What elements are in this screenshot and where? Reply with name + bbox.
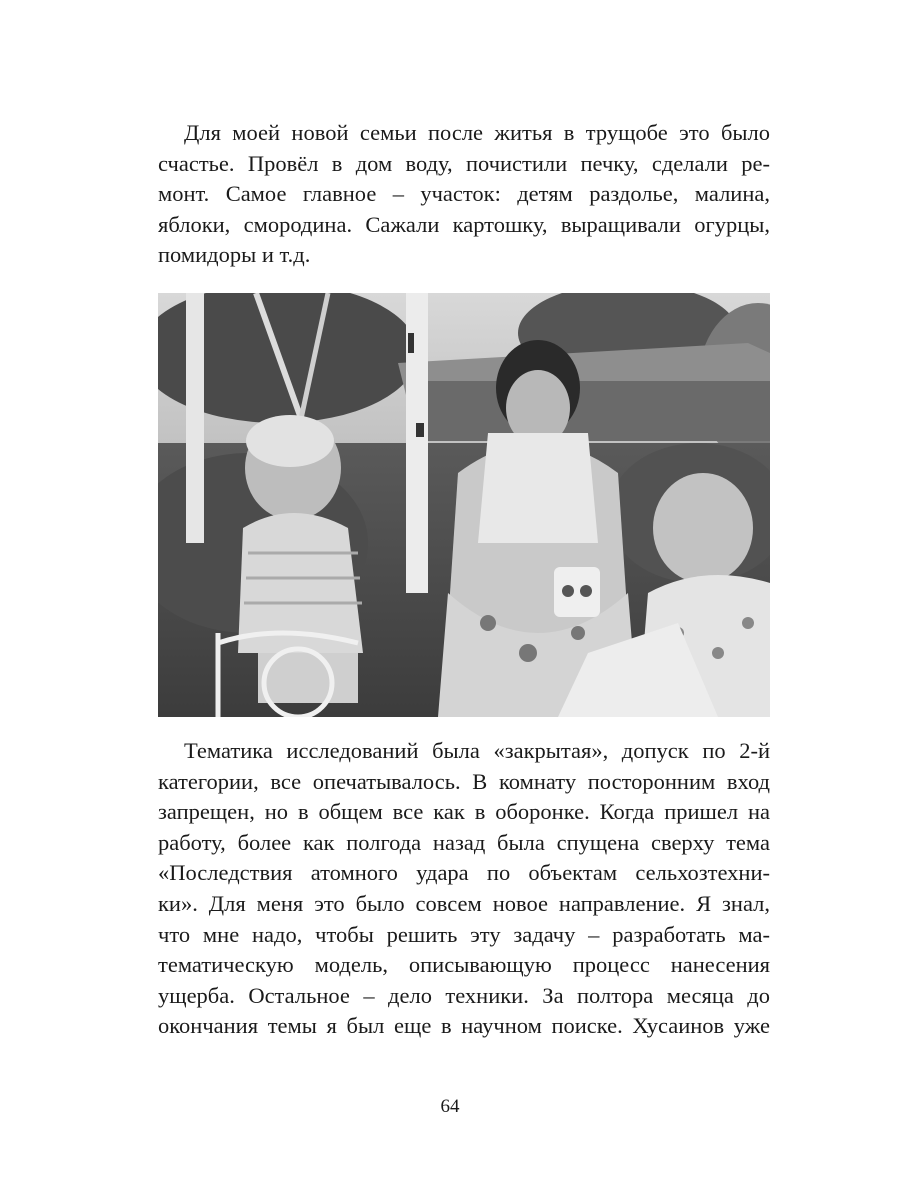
paragraph-1	[158, 118, 770, 271]
text-line: категории, все опечатывалось. В комнату посторонним вход	[158, 768, 770, 794]
text-line: тематическую модель, описывающую процесс нанесения	[158, 952, 770, 978]
text-line: окончания темы я был еще в научном поиске. Хусаинов уже	[158, 1013, 770, 1039]
text-line: запрещен, но в общем все как в оборонке. Когда пришел на	[158, 799, 770, 825]
paragraph-2	[158, 736, 770, 1042]
text-line: Тематика исследований была «закрытая», допуск по 2-й	[184, 738, 770, 763]
family-photo	[158, 293, 770, 717]
text-line: монт. Самое главное – участок: детям раздолье, малина,	[158, 181, 770, 207]
text-line: яблоки, смородина. Сажали картошку, выращивали огурцы,	[158, 211, 770, 237]
text-line: что мне надо, чтобы решить эту задачу – разработать ма-	[158, 921, 770, 947]
text-line: ки». Для меня это было совсем новое направление. Я знал,	[158, 890, 770, 916]
family-photo-icon	[158, 293, 770, 717]
text-line: ущерба. Остальное – дело техники. За полтора месяца до	[158, 982, 770, 1008]
text-line: «Последствия атомного удара по объектам сельхозтехни-	[158, 860, 770, 886]
text-line: помидоры и т.д.	[158, 242, 311, 268]
page-number: 64	[440, 1096, 460, 1117]
text-line: счастье. Провёл в дом воду, почистили печку, сделали ре-	[158, 150, 770, 176]
text-line: Для моей новой семьи после житья в трущобе это было	[184, 120, 770, 145]
text-line: работу, более как полгода назад была спущена сверху тема	[158, 829, 770, 855]
